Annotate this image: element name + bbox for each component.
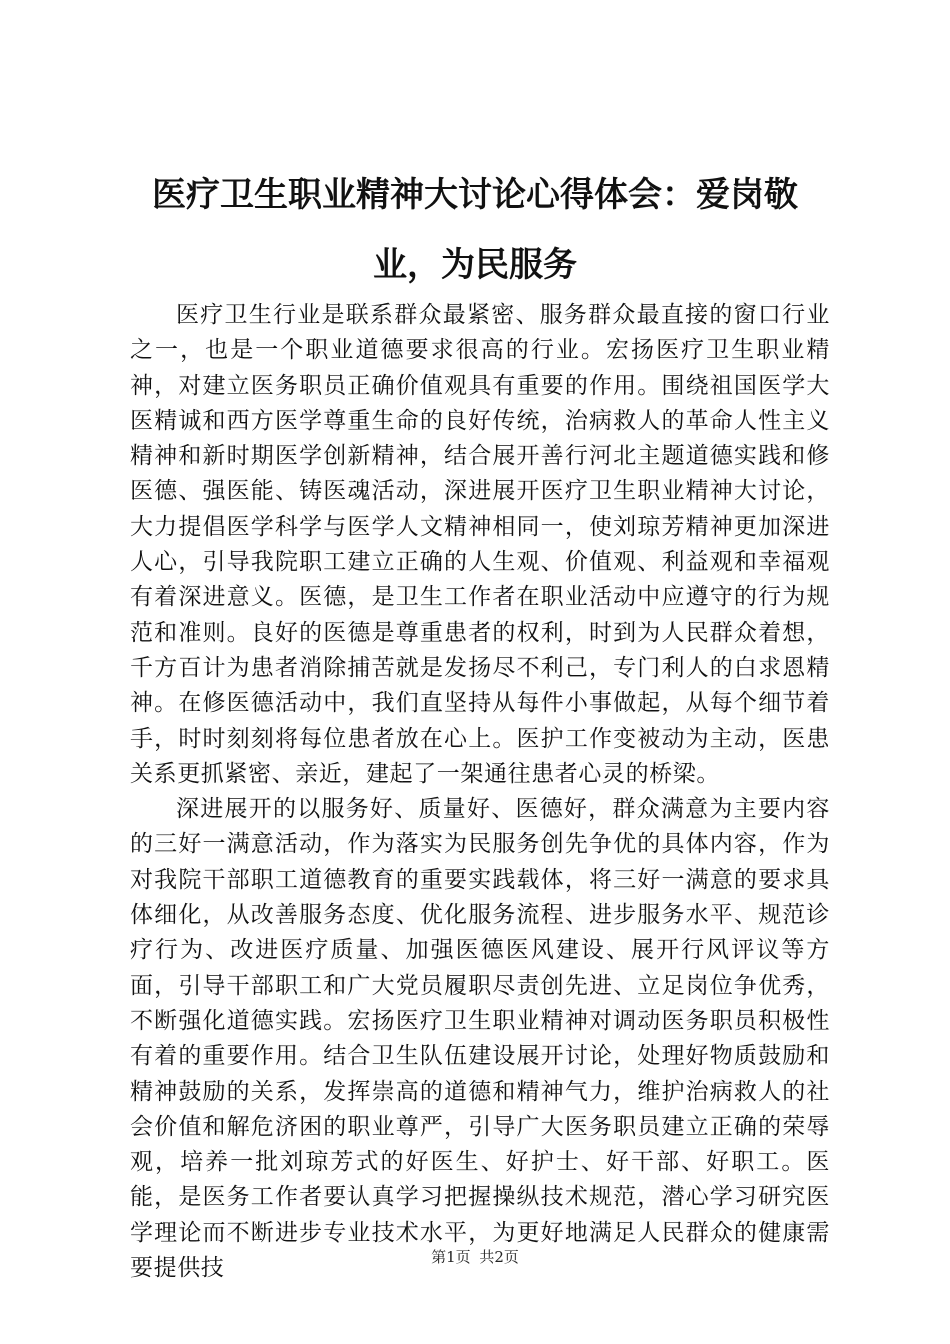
document-body	[130, 298, 830, 1286]
document-title: 医疗卫生职业精神大讨论心得体会：爱岗敬业，为民服务	[152, 175, 798, 285]
page-total: 共2页	[479, 1248, 519, 1266]
body-paragraph-1: 医疗卫生行业是联系群众最紧密、服务群众最直接的窗口行业之一，也是一个职业道德要求很高的行业。宏扬医疗卫生职业精神，对建立医务职员正确价值观具有重要的作用。围绕祖国医学大医精诚和西方医学尊重生命的良好传统，治病救人的革命人性主义精神和新时期医学创新精神，结合展开善行河北主题道德实践和修医德、强医能、铸医魂活动，深进展开医疗卫生职业精神大讨论，大力提倡医学科学与医学人文精神相同一，使刘琼芳精神更加深进人心，引导我院职工建立正确的人生观、价值观、利益观和幸福观有着深进意义。医德，是卫生工作者在职业活动中应遵守的行为规范和准则。良好的医德是尊重患者的权利，时到为人民群众着想，千方百计为患者消除捕苦就是发扬尽不利己，专门利人的白求恩精神。在修医德活动中，我们直坚持从每件小事做起，从每个细节着手，时时刻刻将每位患者放在心上。医护工作变被动为主动，医患关系更抓紧密、亲近，建起了一架通往患者心灵的桥梁。	[130, 302, 830, 787]
page-number: 第1页	[431, 1248, 471, 1266]
body-paragraph-2: 深进展开的以服务好、质量好、医德好，群众满意为主要内容的三好一满意活动，作为落实为民服务创先争优的具体内容，作为对我院干部职工道德教育的重要实践载体，将三好一满意的要求具体细化，从改善服务态度、优化服务流程、进步服务水平、规范诊疗行为、改进医疗质量、加强医德医风建设、展开行风评议等方面，引导干部职工和广大党员履职尽责创先进、立足岗位争优秀，不断强化道德实践。宏扬医疗卫生职业精神对调动医务职员积极性有着的重要作用。结合卫生队伍建设展开讨论，处理好物质鼓励和精神鼓励的关系，发挥崇高的道德和精神气力，维护治病救人的社会价值和解危济困的职业尊严，引导广大医务职员建立正确的荣辱观，培养一批刘琼芳式的好医生、好护士、好干部、好职工。医能，是医务工作者要认真学习把握操纵技术规范，潜心学习研究医学理论而不断进步专业技术水平，为更好地满足人民群众的健康需要提供技	[130, 796, 830, 1282]
page-footer	[0, 1246, 950, 1267]
